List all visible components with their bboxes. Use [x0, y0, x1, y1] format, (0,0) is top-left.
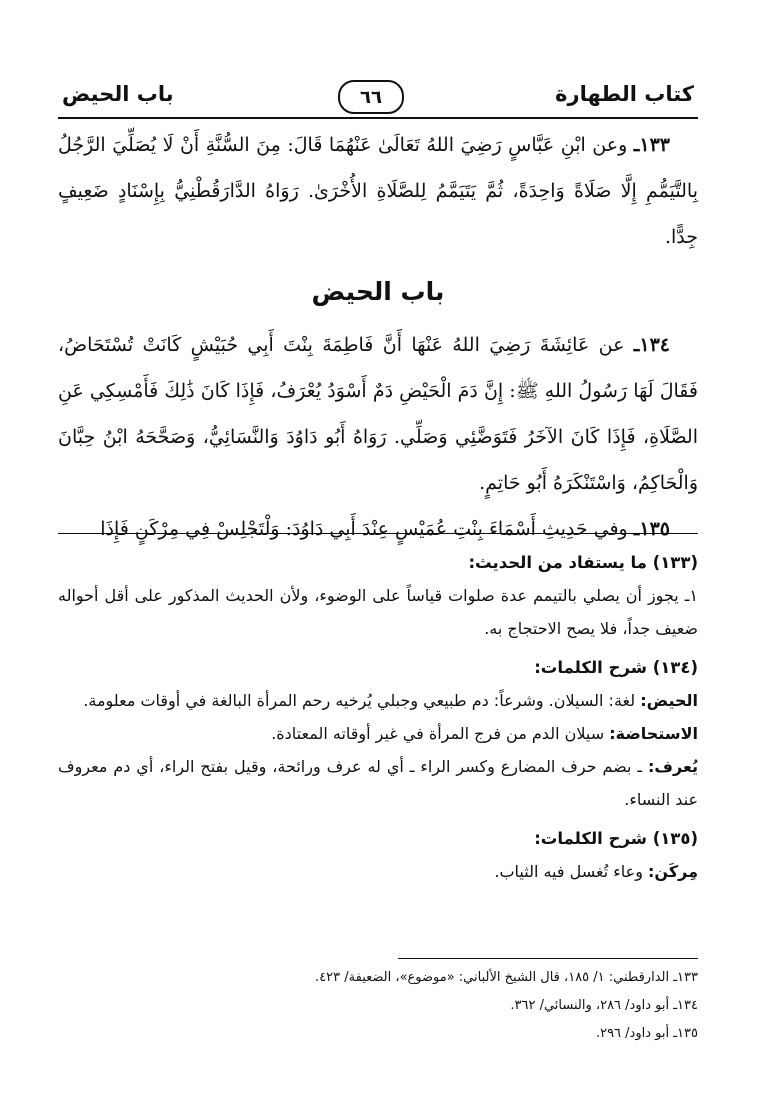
footnote-135: ١٣٥ـ أبو داود/ ٢٩٦. [595, 1026, 698, 1041]
def-istihada: سيلان الدم من فرج المرأة في غير أوقاته المعتادة. [271, 724, 605, 743]
commentary-divider [58, 533, 698, 534]
term-haid: الحيض: [640, 691, 698, 710]
chapter-title: باب الحيض [62, 82, 174, 106]
commentary-133-point-1: ١ـ يجوز أن يصلي بالتيمم عدة صلوات قياساً على الوضوء، ولأن الحديث المذكور على أقل أحواله ضعيف جداً، فلا يصح الاحتجاج به. [58, 586, 698, 638]
def-yuraf: ـ بضم حرف المضارع وكسر الراء ـ أي له عرف ورائحة، وقيل بفتح الراء، أي دم معروف عند النساء. [58, 757, 698, 809]
section-title: باب الحيض [311, 277, 445, 306]
hadith-134-text: عن عَائِشَةَ رَضِيَ اللهُ عَنْهَا أَنَّ فَاطِمَةَ بِنْتَ أَبِي حُبَيْشٍ كَانَتْ تُسْتَحَاضُ، فَقَالَ لَهَا رَسُولُ اللهِ ﷺ: إِنَّ دَمَ الْحَيْضِ دَمٌ أَسْوَدُ يُعْرَفُ، فَإِذَا كَانَ ذَٰلِكَ فَأَمْسِكِي عَنِ الصَّلَاةِ، فَإِذَا كَانَ الآخَرُ فَتَوَضَّئِي وَصَلِّي. رَوَاهُ أَبُو دَاوُدَ وَالنَّسَائِيُّ، وَصَحَّحَهُ ابْنُ حِبَّانَ وَالْحَاكِمُ، وَاسْتَنْكَرَهُ أَبُو حَاتِمٍ. [58, 334, 698, 494]
term-mirkan: مِركَن: [648, 862, 698, 881]
hadith-135-text: وفي حَدِيثِ أَسْمَاءَ بِنْتِ عُمَيْسٍ عِنْدَ أَبِي دَاوُدَ: وَلْتَجْلِسْ فِي مِرْكَنٍ فَإِذَا [100, 518, 628, 540]
commentary-134-heading: (١٣٤) شرح الكلمات: [534, 658, 698, 677]
definition-istihada [58, 717, 698, 750]
page-number: ٦٦ [338, 80, 404, 114]
book-page [58, 0, 698, 1114]
commentary-135-heading: (١٣٥) شرح الكلمات: [534, 829, 698, 848]
hadith-text [58, 122, 698, 552]
hadith-134 [58, 322, 698, 506]
footnote-divider [398, 958, 698, 959]
term-istihada: الاستحاضة: [609, 724, 698, 743]
commentary [58, 540, 698, 888]
hadith-134-number: ١٣٤ـ [633, 334, 670, 356]
footnote-134: ١٣٤ـ أبو داود/ ٢٨٦، والنسائي/ ٣٦٢. [510, 998, 698, 1013]
footnote-133: ١٣٣ـ الدارقطني: ١/ ١٨٥، قال الشيخ الألباني: «موضوع»، الضعيفة/ ٤٢٣. [315, 970, 698, 985]
def-haid: لغة: السيلان. وشرعاً: دم طبيعي وجبلي يُرخيه رحم المرأة البالغة في أوقات معلومة. [83, 691, 636, 710]
commentary-133-heading: (١٣٣) ما يستفاد من الحديث: [468, 553, 698, 572]
definition-haid [58, 684, 698, 717]
hadith-133 [58, 122, 698, 260]
hadith-133-number: ١٣٣ـ [633, 134, 670, 156]
page-header [58, 78, 698, 116]
hadith-133-text: وعن ابْنِ عَبَّاسٍ رَضِيَ اللهُ تَعَالَىٰ عَنْهُمَا قَالَ: مِنَ السُّنَّةِ أَنْ لَا يُصَلِّيَ الرَّجُلُ بِالتَّيَمُّمِ إِلَّا صَلَاةً وَاحِدَةً، ثُمَّ يَتَيَمَّمُ لِلصَّلَاةِ الأُخْرَىٰ. رَوَاهُ الدَّارَقُطْنِيُّ بِإِسْنَادٍ ضَعِيفٍ جِدًّا. [58, 134, 698, 248]
footnotes [58, 964, 698, 1048]
book-title: كتاب الطهارة [555, 82, 694, 106]
definition-mirkan [58, 855, 698, 888]
definition-yuraf [58, 750, 698, 816]
def-mirkan: وعاء تُغسل فيه الثياب. [494, 862, 643, 881]
term-yuraf: يُعرف: [648, 757, 698, 776]
header-divider [58, 117, 698, 119]
hadith-135-number: ١٣٥ـ [633, 518, 670, 540]
